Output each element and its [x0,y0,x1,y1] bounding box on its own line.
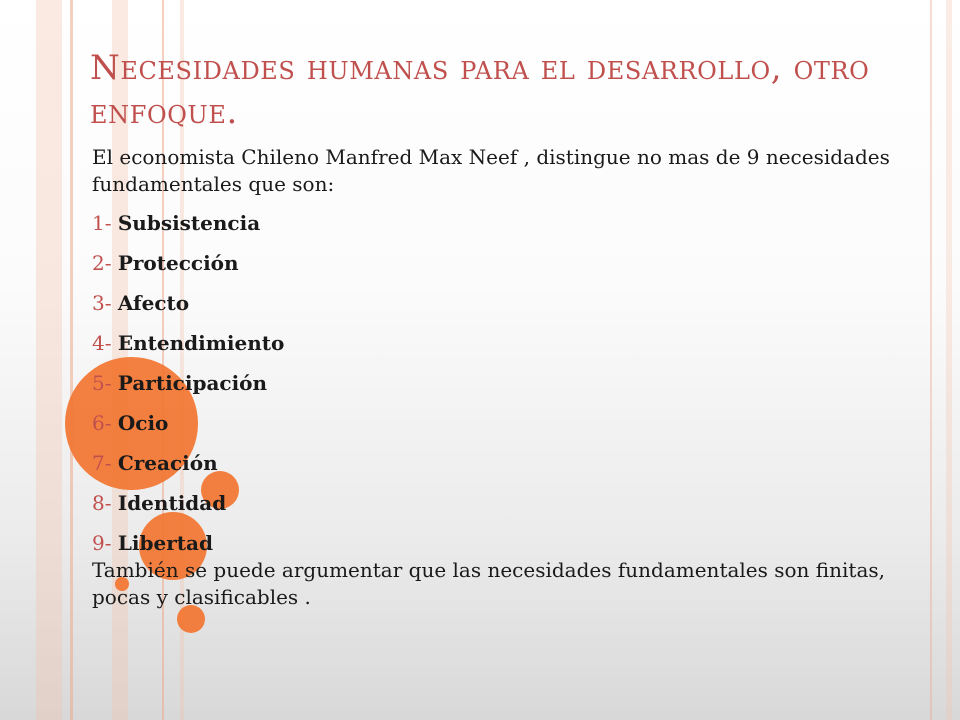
item-name: Afecto [117,291,190,315]
item-number: 6- [92,411,112,435]
item-name: Identidad [117,491,227,515]
list-item [92,410,892,450]
item-name: Ocio [117,411,169,435]
item-number: 4- [92,331,112,355]
item-number: 5- [92,371,112,395]
item-name: Libertad [117,531,213,555]
item-number: 7- [92,451,112,475]
list-item [92,490,892,530]
item-name: Participación [117,371,268,395]
list-item [92,210,892,250]
list-item [92,370,892,410]
list-item [92,330,892,370]
item-number: 9- [92,531,112,555]
closing-paragraph: También se puede argumentar que las necesidades fundamentales son finitas, pocas y clasificables . [92,558,885,609]
item-number: 8- [92,491,112,515]
decorative-stripe [930,0,932,720]
item-name: Protección [117,251,239,275]
decorative-stripe [70,0,73,720]
item-name: Creación [117,451,218,475]
item-number: 2- [92,251,112,275]
decorative-stripe [946,0,952,720]
needs-list [92,210,892,570]
decorative-stripe [36,0,62,720]
item-number: 3- [92,291,112,315]
list-item [92,250,892,290]
intro-paragraph: El economista Chileno Manfred Max Neef , distingue no mas de 9 necesidades fundamentales que son: [92,145,890,196]
list-item [92,290,892,330]
item-name: Subsistencia [117,211,261,235]
list-item [92,450,892,490]
slide-title: Necesidades humanas para el desarrollo, otro enfoque. [90,48,870,132]
item-name: Entendimiento [117,331,285,355]
item-number: 1- [92,211,112,235]
slide-body [92,144,892,611]
